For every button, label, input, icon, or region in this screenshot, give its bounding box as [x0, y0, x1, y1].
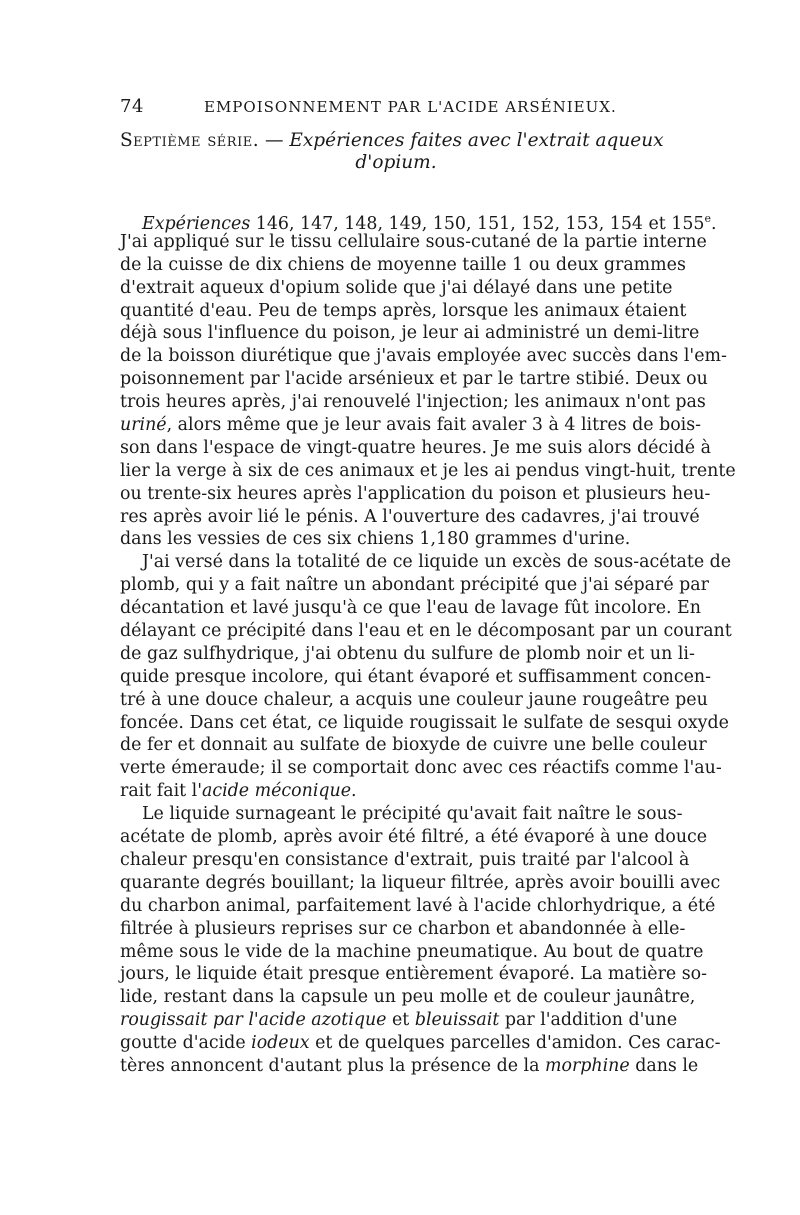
italic-text: Expériences — [142, 213, 251, 234]
body-text — [120, 208, 736, 1078]
text-line — [120, 986, 696, 1009]
running-head: EMPOISONNEMENT PAR L'ACIDE ARSÉNIEUX. — [204, 98, 617, 116]
text-run: 146, 147, 148, 149, 150, 151, 152, 153, 154 et 155 — [250, 213, 705, 234]
italic-text: rougissait par l'acide azotique — [120, 1010, 387, 1031]
text-line — [120, 597, 701, 620]
text-run: de fer et donnait au sulfate de bioxyde de cuivre une belle couleur — [120, 735, 707, 756]
text-line — [120, 1009, 678, 1032]
text-run: filtrée à plusieurs reprises sur ce charbon et abandonnée à elle- — [120, 918, 686, 939]
text-line — [120, 895, 716, 918]
text-run: J'ai versé dans la totalité de ce liquide un excès de sous-acétate de — [142, 552, 732, 573]
text-run: et de quelques parcelles d'amidon. Ces carac- — [309, 1033, 721, 1054]
text-run: plomb, qui y a fait naître un abondant précipité que j'ai séparé par — [120, 575, 709, 596]
text-line — [120, 345, 727, 368]
italic-text: iodeux — [251, 1033, 310, 1054]
superscript: e — [704, 212, 712, 225]
text-run: dans les vessies de ces six chiens 1,180 grammes d'urine. — [120, 529, 631, 550]
text-line — [120, 231, 707, 254]
text-run: d'extrait aqueux d'opium solide que j'ai délayé dans une petite — [120, 277, 673, 298]
text-run: de gaz sulfhydrique, j'ai obtenu du sulfure de plomb noir et un li- — [120, 643, 695, 664]
text-run: son dans l'espace de vingt-quatre heures. Je me suis alors décidé à — [120, 437, 711, 458]
text-run: poisonnement par l'acide arsénieux et par le tartre stibié. Deux ou — [120, 369, 708, 390]
text-run: trois heures après, j'ai renouvelé l'injection; les animaux n'ont pas — [120, 392, 706, 413]
italic-text: bleuissait — [414, 1010, 500, 1031]
text-line — [120, 1055, 699, 1078]
text-line — [120, 963, 707, 986]
text-run: quide presque incolore, qui étant évaporé et suffisamment concen- — [120, 666, 711, 687]
text-line — [120, 620, 732, 643]
text-run: J'ai appliqué sur le tissu cellulaire sous-cutané de la partie interne — [120, 231, 707, 252]
text-run: dans le — [629, 1055, 699, 1076]
text-line — [120, 689, 708, 712]
text-line — [120, 780, 672, 803]
italic-text: acide méconique — [202, 781, 352, 802]
page-number: 74 — [120, 96, 144, 117]
page-header — [120, 96, 672, 122]
text-run: Le liquide surnageant le précipité qu'avait fait naître le sous- — [142, 804, 683, 825]
text-line — [120, 734, 707, 757]
text-line — [120, 368, 708, 391]
text-line — [120, 757, 722, 780]
text-run: . — [711, 213, 717, 234]
text-line — [120, 1032, 721, 1055]
section-title-line-2 — [120, 152, 672, 174]
text-run: . — [351, 781, 357, 802]
text-line — [120, 826, 708, 849]
text-line — [120, 712, 729, 735]
text-line — [120, 666, 711, 689]
text-run: lier la verge à six de ces animaux et je les ai pendus vingt-huit, trente — [120, 460, 736, 481]
italic-text: uriné — [120, 415, 167, 436]
text-line — [120, 483, 711, 506]
section-title-line-1 — [120, 130, 672, 152]
text-run: même sous le vide de la machine pneumatique. Au bout de quatre — [120, 941, 704, 962]
text-run: de la cuisse de dix chiens de moyenne taille 1 ou deux grammes — [120, 254, 686, 275]
text-run: verte émeraude; il se comportait donc avec ces réactifs comme l'au- — [120, 758, 722, 779]
text-line — [120, 506, 700, 529]
text-run: ou trente-six heures après l'application du poison et plusieurs heu- — [120, 483, 711, 504]
text-line — [120, 437, 711, 460]
section-title — [120, 130, 672, 174]
text-run: chaleur presqu'en consistance d'extrait, puis traité par l'alcool à — [120, 849, 690, 870]
section-subtitle-line-2: d'opium. — [355, 152, 437, 173]
text-line — [120, 460, 736, 483]
text-run: décantation et lavé jusqu'à ce que l'eau de lavage fût incolore. En — [120, 598, 701, 619]
text-run: jours, le liquide était presque entièrement évaporé. La matière so- — [120, 964, 707, 985]
text-run: lide, restant dans la capsule un peu molle et de couleur jaunâtre, — [120, 987, 696, 1008]
text-run: , alors même que je leur avais fait avaler 3 à 4 litres de bois- — [166, 415, 702, 436]
text-line — [120, 551, 732, 574]
text-line — [120, 941, 704, 964]
text-run: par l'addition d'une — [499, 1010, 678, 1031]
text-run: quantité d'eau. Peu de temps après, lorsque les animaux étaient — [120, 300, 687, 321]
text-line — [120, 918, 686, 941]
text-run: tères annoncent d'autant plus la présence de la — [120, 1055, 546, 1076]
text-run: de la boisson diurétique que j'avais employée avec succès dans l'em- — [120, 346, 727, 367]
text-run: foncée. Dans cet état, ce liquide rougissait le sulfate de sesqui oxyde — [120, 712, 729, 733]
text-line — [120, 643, 695, 666]
text-line — [120, 414, 702, 437]
text-run: tré à une douce chaleur, a acquis une couleur jaune rougeâtre peu — [120, 689, 708, 710]
title-dash: — — [259, 130, 290, 151]
section-subtitle-line-1: Expériences faites avec l'extrait aqueux — [289, 130, 664, 151]
text-line — [120, 849, 690, 872]
text-line — [120, 574, 709, 597]
text-line — [120, 391, 706, 414]
text-line — [120, 300, 687, 323]
italic-text: morphine — [545, 1055, 630, 1076]
text-run: acétate de plomb, après avoir été filtré, a été évaporé à une douce — [120, 827, 708, 848]
text-line — [120, 254, 686, 277]
text-run: res après avoir lié le pénis. A l'ouverture des cadavres, j'ai trouvé — [120, 506, 700, 527]
text-line — [120, 872, 721, 895]
text-run: du charbon animal, parfaitement lavé à l'acide chlorhydrique, a été — [120, 895, 716, 916]
series-label: Septième série. — [120, 130, 260, 151]
text-line — [120, 803, 683, 826]
book-page — [120, 96, 736, 1078]
text-line — [120, 277, 672, 300]
text-run: quarante degrés bouillant; la liqueur filtrée, après avoir bouilli avec — [120, 872, 721, 893]
text-run: rait fait l' — [120, 781, 202, 802]
text-line — [120, 208, 717, 234]
text-run: et — [386, 1010, 415, 1031]
text-run: délayant ce précipité dans l'eau et en le décomposant par un courant — [120, 621, 732, 642]
text-line — [120, 528, 672, 551]
text-line — [120, 322, 700, 345]
text-run: goutte d'acide — [120, 1033, 252, 1054]
text-run: déjà sous l'influence du poison, je leur ai administré un demi-litre — [120, 323, 700, 344]
